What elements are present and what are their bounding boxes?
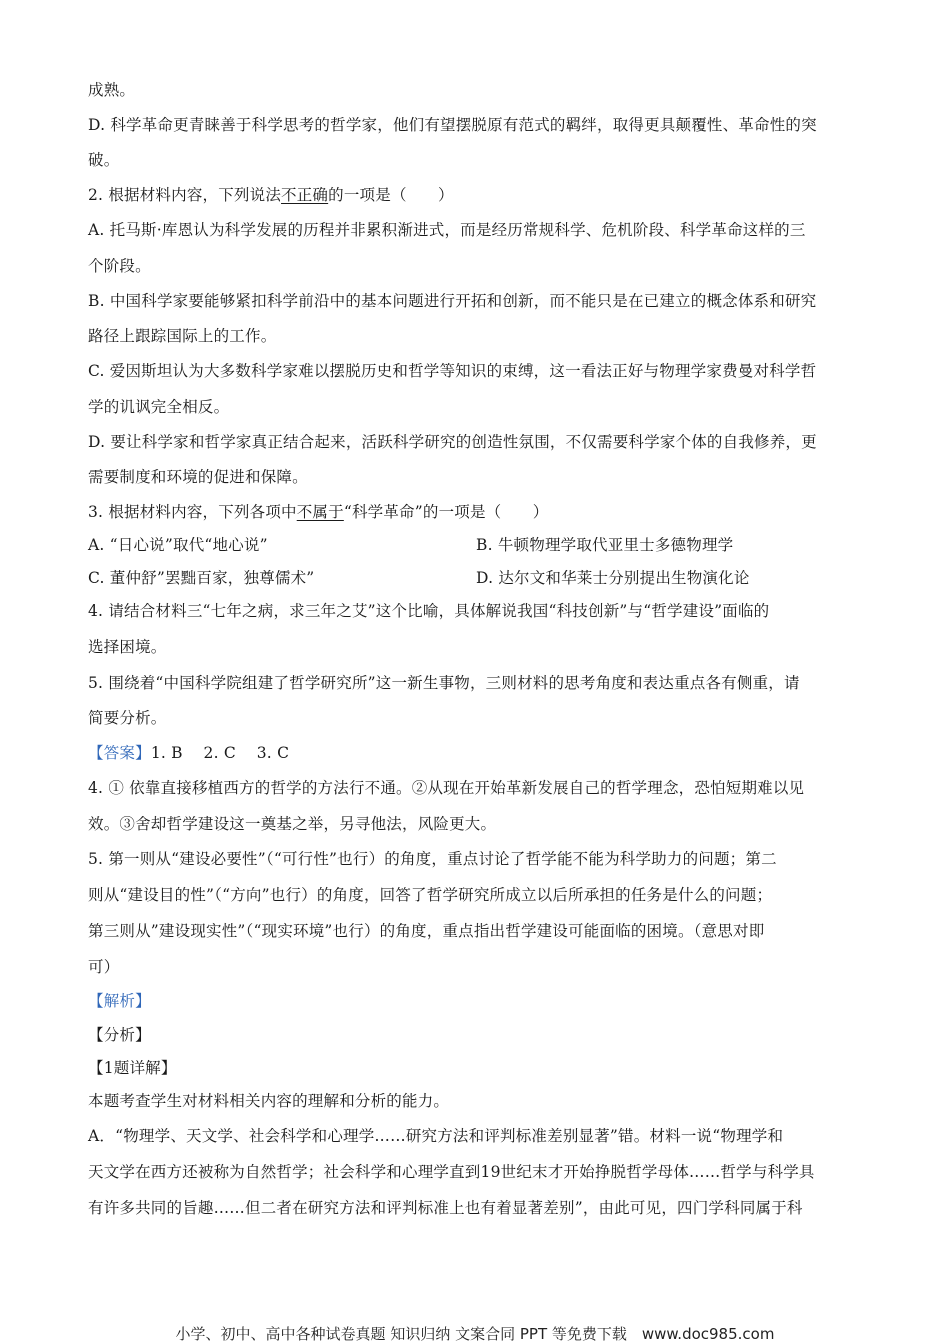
section-heading: 【1题详解】	[88, 1059, 177, 1077]
text-line: 选择困境。	[88, 638, 167, 656]
question-5: 5. 围绕着“中国科学院组建了哲学研究所”这一新生事物，三则材料的思考角度和表达重点各有侧重，请	[88, 674, 800, 692]
underlined-text: 不属于	[296, 503, 344, 521]
underlined-text: 不正确	[281, 186, 329, 204]
answer-4: 4. ① 依靠直接移植西方的哲学的方法行不通。②从现在开始革新发展自己的哲学理念，恐怕短期难以见	[88, 779, 805, 797]
text-line: 简要分析。	[88, 709, 167, 727]
option-d-q3: D. 达尔文和华莱士分别提出生物演化论	[476, 569, 750, 587]
text-line: 可）	[88, 958, 120, 976]
footer-banner: 小学、初中、高中各种试卷真题 知识归纳 文案合同 PPT 等免费下载 www.doc985.com	[175, 1325, 775, 1343]
question-text: 的一项是（ ）	[328, 186, 454, 204]
option-a-q3: A. “日心说”取代“地心说”	[88, 536, 268, 554]
text-line: 需要制度和环境的促进和保障。	[88, 468, 308, 486]
question-text: 2. 根据材料内容，下列说法	[88, 186, 282, 204]
question-2	[88, 185, 454, 205]
answer-tag: 【答案】	[88, 744, 151, 762]
question-4: 4. 请结合材料三“七年之病，求三年之艾”这个比喻，具体解说我国“科技创新”与“哲学建设”面临的	[88, 602, 770, 620]
answer-5: 5. 第一则从“建设必要性”（“可行性”也行）的角度，重点讨论了哲学能不能为科学助力的问题；第二	[88, 850, 777, 868]
text-line: 效。③舍却哲学建设这一奠基之举，另寻他法，风险更大。	[88, 815, 497, 833]
text-line: A．“物理学、天文学、社会科学和心理学……研究方法和评判标准差别显著”错。材料一说“物理学和	[88, 1127, 784, 1145]
option-d-q1: D. 科学革命更青睐善于科学思考的哲学家，他们有望摆脱原有范式的羁绊，取得更具颠覆性、革命性的突	[88, 116, 817, 134]
option-c-q2: C. 爱因斯坦认为大多数科学家难以摆脱历史和哲学等知识的束缚，这一看法正好与物理学家费曼对科学哲	[88, 362, 817, 380]
option-c-q3: C. 董仲舒”罢黜百家，独尊儒术”	[88, 569, 315, 587]
text-line: 天文学在西方还被称为自然哲学；社会科学和心理学直到19世纪末才开始挣脱哲学母体……哲学与科学具	[88, 1163, 815, 1181]
text-line: 则从“建设目的性”（“方向”也行）的角度，回答了哲学研究所成立以后所承担的任务是什么的问题；	[88, 886, 773, 904]
question-text: 3. 根据材料内容，下列各项中	[88, 503, 297, 521]
text-line: 本题考查学生对材料相关内容的理解和分析的能力。	[88, 1092, 450, 1110]
text-line: 成熟。	[88, 81, 136, 99]
option-b-q2: B. 中国科学家要能够紧扣科学前沿中的基本问题进行开拓和创新，而不能只是在已建立的概念体系和研究	[88, 292, 817, 310]
text-line: 破。	[88, 151, 120, 169]
question-3	[88, 502, 548, 522]
analysis-tag: 【解析】	[88, 992, 151, 1010]
answer-values: 1. B 2. C 3. C	[150, 744, 290, 762]
option-a-q2: A. 托马斯·库恩认为科学发展的历程并非累积渐进式，而是经历常规科学、危机阶段、科学革命这样的三	[88, 221, 806, 239]
text-line: 个阶段。	[88, 257, 151, 275]
text-line: 有许多共同的旨趣……但二者在研究方法和评判标准上也有着显著差别”，由此可见，四门学科同属于科	[88, 1199, 803, 1217]
section-heading: 【分析】	[88, 1026, 151, 1044]
text-line: 路径上跟踪国际上的工作。	[88, 327, 277, 345]
option-d-q2: D. 要让科学家和哲学家真正结合起来，活跃科学研究的创造性氛围，不仅需要科学家个体的自我修养，更	[88, 433, 817, 451]
question-text: “科学革命”的一项是（ ）	[343, 503, 549, 521]
text-line: 学的讥讽完全相反。	[88, 398, 230, 416]
answer-line	[88, 743, 289, 763]
text-line: 第三则从”建设现实性”（“现实环境”也行）的角度，重点指出哲学建设可能面临的困境。（意思对即	[88, 922, 765, 940]
option-b-q3: B. 牛顿物理学取代亚里士多德物理学	[476, 536, 734, 554]
